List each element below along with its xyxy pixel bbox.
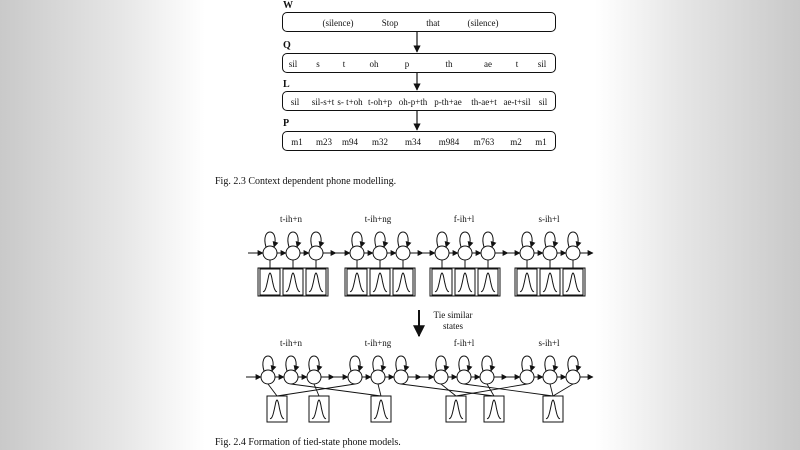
phone-token: sil <box>537 59 547 69</box>
level-letter-q: Q <box>283 40 291 51</box>
model-token: m984 <box>438 137 460 147</box>
self-loop-arrow <box>265 232 275 247</box>
self-loop-arrow <box>459 356 469 371</box>
bottom-model-label: f-ih+l <box>453 338 475 348</box>
phone-token: oh <box>369 59 379 69</box>
hmm-state <box>309 246 323 260</box>
self-loop-arrow <box>311 232 321 247</box>
top-model-label: t-ih+ng <box>364 214 392 224</box>
phone-token: t <box>342 59 346 69</box>
self-loop-arrow <box>460 232 470 247</box>
hmm-state <box>520 370 534 384</box>
top-model-label: f-ih+l <box>453 214 475 224</box>
bottom-model-label: s-ih+l <box>538 338 560 348</box>
word-token: (silence) <box>467 18 499 28</box>
self-loop-arrow <box>286 356 296 371</box>
hmm-state <box>520 246 534 260</box>
triphone-token: t-oh+p <box>367 97 393 107</box>
triphone-token: sil <box>538 97 548 107</box>
self-loop-arrow <box>568 356 578 371</box>
phone-token: t <box>515 59 519 69</box>
triphone-token: p-th+ae <box>434 97 462 107</box>
triphone-token: sil <box>290 97 300 107</box>
hmm-state <box>371 370 385 384</box>
self-loop-arrow <box>398 232 408 247</box>
tie-line <box>268 384 277 396</box>
level-letter-l: L <box>283 79 290 90</box>
figure-2-3-caption: Fig. 2.3 Context dependent phone modelling. <box>215 176 397 187</box>
self-loop-arrow <box>375 232 385 247</box>
self-loop-arrow <box>522 356 532 371</box>
hmm-state <box>284 370 298 384</box>
model-token: m23 <box>315 137 333 147</box>
hmm-state <box>566 370 580 384</box>
triphone-token: s- t+oh <box>337 97 363 107</box>
triphone-token: oh-p+th <box>398 97 428 107</box>
top-model-label: s-ih+l <box>538 214 560 224</box>
hmm-state <box>307 370 321 384</box>
self-loop-arrow <box>350 356 360 371</box>
hmm-state <box>480 370 494 384</box>
tie-line <box>553 384 573 396</box>
hmm-state <box>566 246 580 260</box>
level-letter-p: P <box>283 118 290 129</box>
figure-2-4-caption: Fig. 2.4 Formation of tied-state phone models. <box>215 437 401 448</box>
hmm-state <box>373 246 387 260</box>
hmm-state <box>481 246 495 260</box>
phone-token: ae <box>484 59 492 69</box>
self-loop-arrow <box>436 356 446 371</box>
tie-line <box>456 384 527 396</box>
self-loop-arrow <box>437 232 447 247</box>
self-loop-arrow <box>545 356 555 371</box>
tie-line <box>550 384 553 396</box>
hmm-state <box>350 246 364 260</box>
word-token: Stop <box>381 18 399 28</box>
hmm-state <box>348 370 362 384</box>
bottom-model-label: t-ih+n <box>279 338 303 348</box>
tie-line <box>441 384 456 396</box>
hmm-state <box>263 246 277 260</box>
model-token: m34 <box>404 137 422 147</box>
hmm-state <box>286 246 300 260</box>
tie-line <box>291 384 381 396</box>
phone-token: sil <box>288 59 298 69</box>
self-loop-arrow <box>482 356 492 371</box>
phone-token: p <box>404 59 410 69</box>
tie-line <box>378 384 381 396</box>
hmm-state <box>457 370 471 384</box>
model-token: m94 <box>341 137 359 147</box>
self-loop-arrow <box>396 356 406 371</box>
self-loop-arrow <box>545 232 555 247</box>
model-token: m1 <box>291 137 303 147</box>
phone-token: th <box>445 59 453 69</box>
model-token: m1 <box>535 137 547 147</box>
self-loop-arrow <box>373 356 383 371</box>
bottom-model-label: t-ih+ng <box>364 338 392 348</box>
model-token: m763 <box>473 137 495 147</box>
self-loop-arrow <box>288 232 298 247</box>
triphone-token: ae-t+sil <box>503 97 531 107</box>
hmm-state <box>543 370 557 384</box>
self-loop-arrow <box>568 232 578 247</box>
word-token: (silence) <box>322 18 354 28</box>
self-loop-arrow <box>522 232 532 247</box>
tie-label-line: Tie similar <box>433 310 473 320</box>
phone-token: s <box>316 59 320 69</box>
model-token: m2 <box>510 137 522 147</box>
self-loop-arrow <box>483 232 493 247</box>
triphone-token: th-ae+t <box>471 97 497 107</box>
tie-label-line: states <box>443 321 463 331</box>
word-token: that <box>426 18 440 28</box>
top-model-label: t-ih+n <box>279 214 303 224</box>
hmm-state <box>458 246 472 260</box>
self-loop-arrow <box>263 356 273 371</box>
self-loop-arrow <box>352 232 362 247</box>
model-token: m32 <box>371 137 389 147</box>
tie-line <box>277 384 355 396</box>
triphone-token: sil-s+t <box>311 97 335 107</box>
hmm-state <box>261 370 275 384</box>
hmm-state <box>396 246 410 260</box>
hmm-state <box>434 370 448 384</box>
hmm-state <box>543 246 557 260</box>
level-letter-w: W <box>283 0 293 11</box>
hmm-state <box>435 246 449 260</box>
hmm-state <box>394 370 408 384</box>
self-loop-arrow <box>309 356 319 371</box>
